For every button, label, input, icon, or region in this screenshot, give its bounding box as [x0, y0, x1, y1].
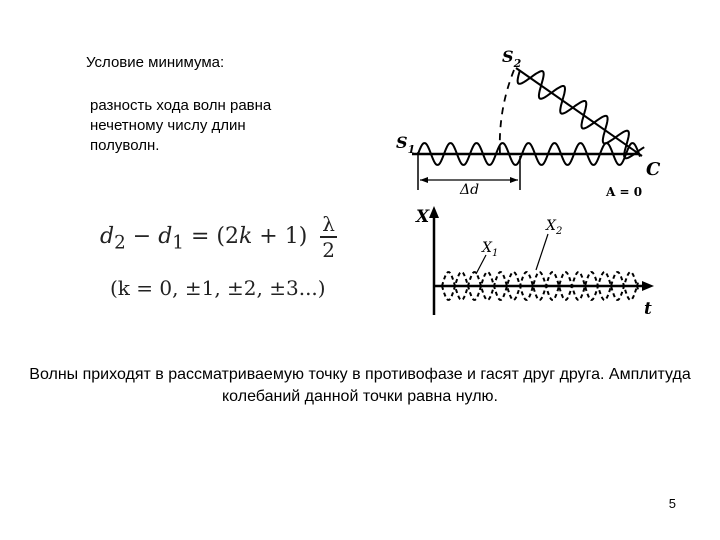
c-label: C	[646, 159, 661, 180]
slide-heading: Условие минимума:	[86, 54, 225, 71]
formula-d-1: d	[158, 224, 173, 249]
slide-description: разность хода волн равна нечетному числу длин полуволн.	[90, 97, 272, 154]
minimum-formula	[100, 212, 337, 262]
t-axis-label: t	[644, 299, 652, 319]
s2-label	[502, 47, 522, 70]
formula-k: k	[238, 224, 253, 249]
x-axis-arrow	[429, 206, 439, 218]
s1-label	[396, 133, 415, 156]
s1-subscript: 1	[407, 143, 416, 156]
formula-minus: −	[125, 224, 159, 249]
s2-letter: S	[502, 47, 514, 66]
conclusion-text: Волны приходят в рассматриваемую точку в противофазе и гасят друг друга. Амплитуда колебаний данной точки равна нулю.	[29, 366, 691, 405]
formula-plus: + 1)	[252, 224, 308, 249]
antiphase-oscillation-diagram	[412, 200, 674, 325]
formula-sub-2: 2	[114, 232, 126, 254]
k-condition: (k = 0, ±1, ±2, ±3...)	[110, 276, 326, 300]
x1-pointer	[476, 255, 486, 274]
x1-label	[481, 240, 498, 259]
path-difference-diagram	[390, 40, 690, 205]
formula-d: d	[100, 224, 115, 249]
page-number: 5	[668, 496, 676, 511]
fraction-denominator: 2	[322, 238, 335, 262]
dashed-arc	[500, 70, 514, 154]
s1-letter: S	[396, 133, 408, 152]
delta-d-arrow-left	[420, 177, 428, 183]
formula-eq: = (2	[183, 224, 239, 249]
amplitude-label: A = 0	[606, 185, 643, 199]
x2-letter: X	[546, 218, 556, 234]
delta-d-label: Δd	[460, 182, 480, 198]
x2-subscript: 2	[555, 226, 563, 237]
x1-subscript: 1	[491, 248, 499, 259]
formula-sub-1: 1	[172, 232, 184, 254]
delta-d-arrow-right	[510, 177, 518, 183]
x-axis-label: X	[416, 207, 430, 227]
s2-subscript: 2	[513, 57, 522, 70]
fraction-numerator: λ	[322, 212, 335, 236]
t-axis-arrow	[642, 281, 654, 291]
x1-letter: X	[482, 240, 492, 256]
formula-fraction	[320, 212, 337, 262]
x2-pointer	[536, 234, 548, 270]
